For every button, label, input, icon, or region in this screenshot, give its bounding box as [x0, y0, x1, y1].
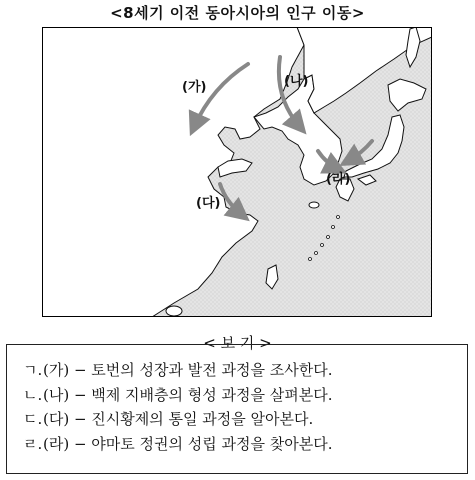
bogi-item [23, 432, 467, 457]
bogi-item [23, 383, 467, 408]
bogi-text: (다) − 진시황제의 통일 과정을 알아본다. [43, 410, 314, 428]
bogi-marker: ㄴ. [23, 385, 43, 404]
bogi-marker: ㄷ. [23, 410, 43, 428]
label-na: (나) [284, 74, 309, 89]
bogi-marker: ㄱ. [23, 361, 43, 379]
jeju-island [309, 202, 319, 208]
bogi-title: < 보 기 > [203, 334, 272, 352]
bogi-item [23, 358, 467, 383]
bogi-text: (라) − 야마토 정권의 성립 과정을 찾아본다. [43, 434, 333, 453]
bogi-marker: ㄹ. [23, 434, 43, 453]
bogi-item [23, 407, 467, 432]
bogi-text: (가) − 토번의 성장과 발전 과정을 조사한다. [43, 361, 333, 379]
label-da: (다) [196, 196, 221, 211]
bogi-box [6, 344, 468, 474]
bogi-text: (나) − 백제 지배층의 형성 과정을 살펴본다. [43, 385, 333, 404]
hainan-island [166, 306, 182, 316]
label-ga: (가) [182, 80, 207, 95]
label-ra: (라) [326, 172, 351, 187]
east-asia-map [42, 27, 432, 317]
figure-title: <8세기 이전 동아시아의 인구 이동> [110, 4, 365, 22]
